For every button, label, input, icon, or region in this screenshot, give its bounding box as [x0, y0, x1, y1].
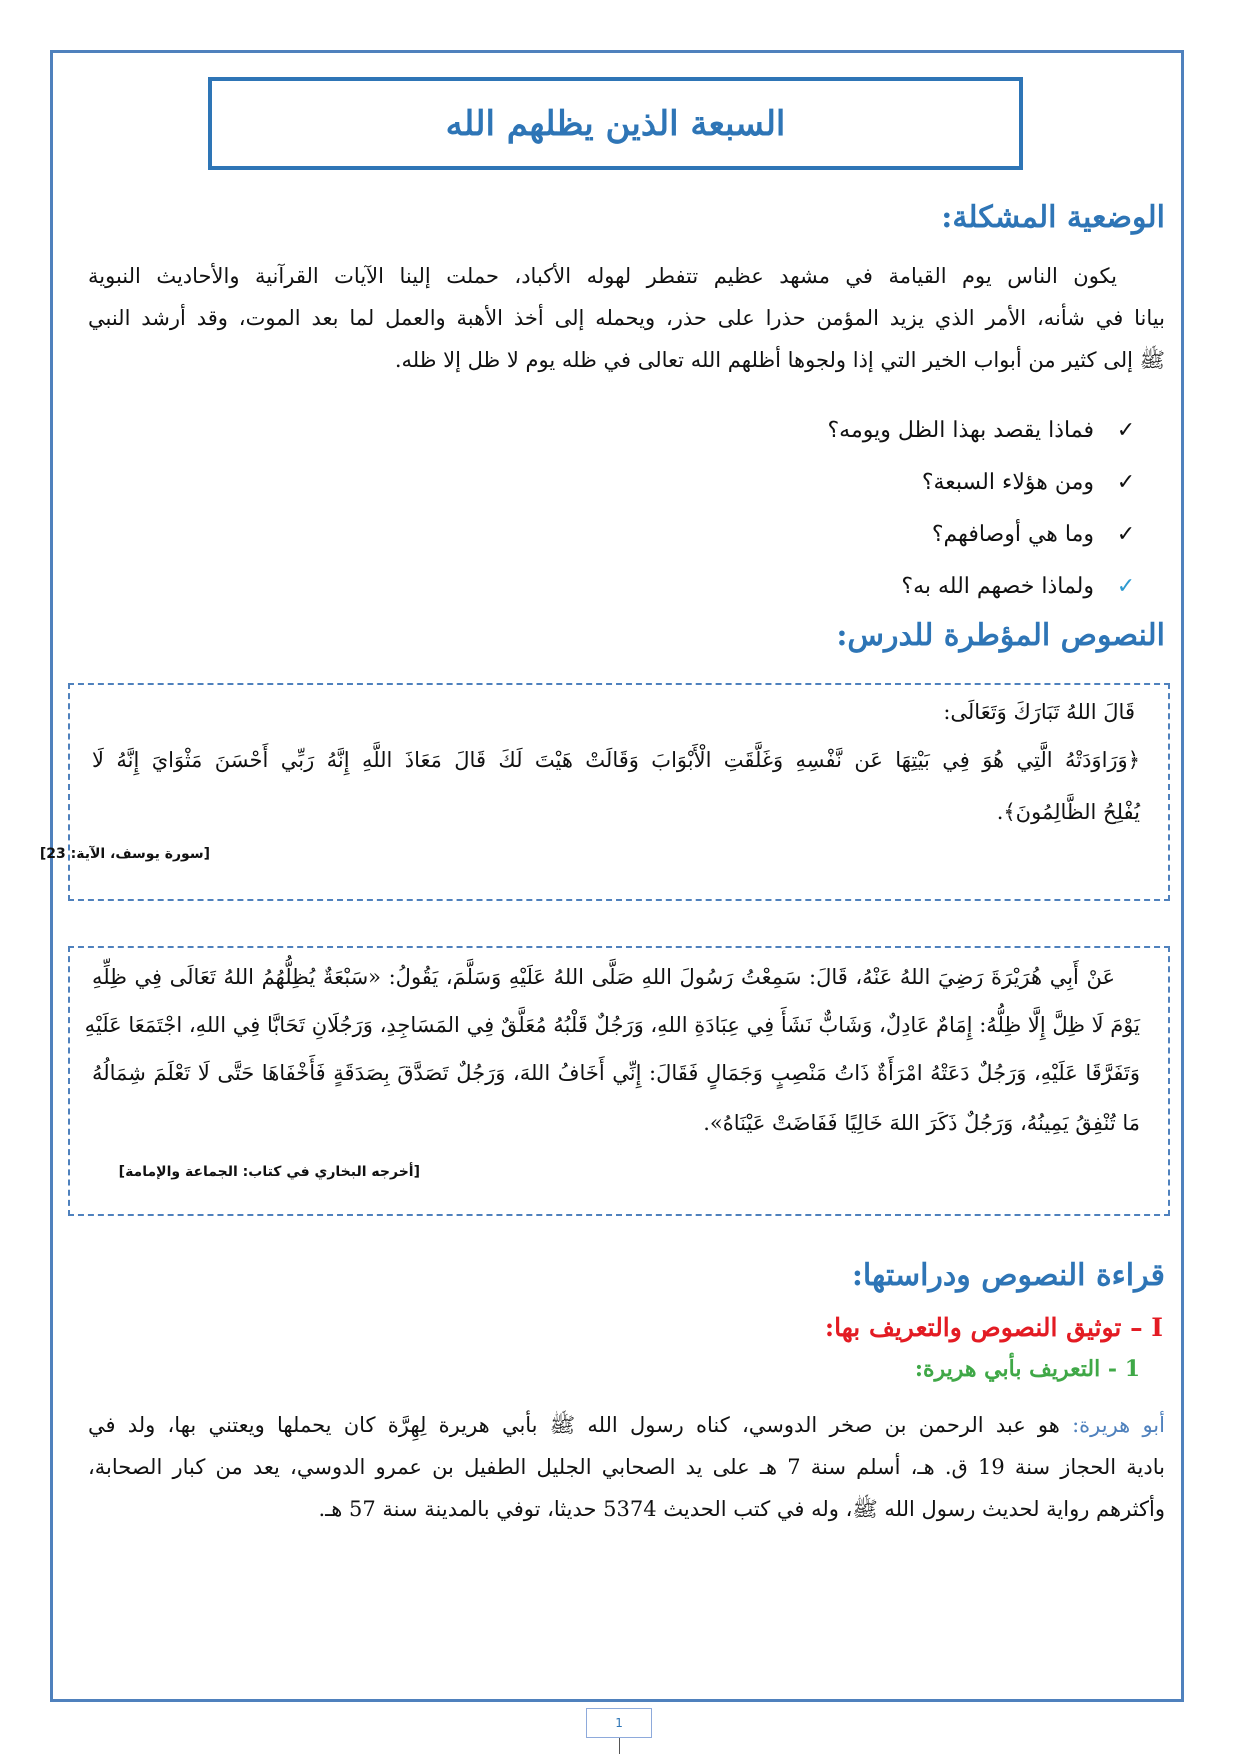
question-text: وما هي أوصافهم؟ — [931, 521, 1094, 547]
question-item — [827, 456, 1140, 508]
problem-heading: الوضعية المشكلة: — [941, 200, 1165, 235]
question-text: ومن هؤلاء السبعة؟ — [921, 469, 1094, 495]
verse-source: [سورة يوسف، الآية: 23] — [39, 846, 210, 862]
problem-paragraph — [88, 255, 1165, 381]
hadith-line: مَا تُنْفِقُ يَمِينُهُ، وَرَجُلٌ ذَكَرَ اللهَ خَالِيًا فَفَاضَتْ عَيْنَاهُ». — [703, 1111, 1140, 1135]
checkmark-icon: ✓ — [1116, 573, 1136, 599]
question-item — [827, 404, 1140, 456]
checkmark-icon: ✓ — [1116, 521, 1136, 547]
reading-heading: قراءة النصوص ودراستها: — [851, 1258, 1165, 1293]
question-item — [827, 560, 1140, 612]
hadith-line: وَتَفَرَّقَا عَلَيْهِ، وَرَجُلٌ دَعَتْهُ امْرَأَةٌ ذَاتُ مَنْصِبٍ وَجَمَالٍ فَقَالَ: إِنِّي أَخَافُ اللهَ، وَرَجُلٌ تَصَدَّقَ بِصَدَقَةٍ فَأَخْفَاهَا حَتَّى لَا تَعْلَمَ شِمَالُهُ — [92, 1061, 1140, 1085]
question-text: فماذا يقصد بهذا الظل ويومه؟ — [827, 417, 1094, 443]
verse-line: يُفْلِحُ الظَّالِمُونَ﴾. — [996, 800, 1140, 824]
hadith-source: [أخرجه البخاري في كتاب: الجماعة والإمامة] — [118, 1164, 420, 1180]
bio-text: هو عبد الرحمن بن صخر الدوسي، كناه رسول الله ﷺ بأبي هريرة لِهِرَّة كان يحملها ويعتني بها، ولد في — [88, 1413, 1060, 1437]
bio-paragraph — [88, 1404, 1165, 1530]
page-title: السبعة الذين يظلهم الله — [445, 103, 786, 144]
page-number-tick — [619, 1738, 620, 1754]
texts-heading: النصوص المؤطرة للدرس: — [836, 618, 1165, 653]
question-text: ولماذا خصهم الله به؟ — [901, 573, 1094, 599]
bio-label: أبو هريرة: — [1072, 1413, 1165, 1437]
question-item — [827, 508, 1140, 560]
hadith-line: عَنْ أَبِي هُرَيْرَةَ رَضِيَ اللهُ عَنْهُ، قَالَ: سَمِعْتُ رَسُولَ اللهِ صَلَّى اللهُ عَلَيْهِ وَسَلَّمَ، يَقُولُ: «سَبْعَةٌ يُظِلُّهُمُ اللهُ تَعَالَى فِي ظِلِّهِ — [92, 965, 1115, 989]
bio-line — [88, 1404, 1165, 1446]
bio-line: وأكثرهم رواية لحديث رسول الله ﷺ، وله في كتب الحديث 5374 حديثا، توفي بالمدينة سنة 57 هـ. — [318, 1497, 1165, 1521]
problem-line: بيانا في شأنه، الأمر الذي يزيد المؤمن حذرا على حذر، ويحمله إلى أخذ الأهبة والعمل لما بعد الموت، وقد أرشد النبي — [88, 306, 1165, 330]
title-box — [208, 77, 1023, 170]
problem-line: ﷺ إلى كثير من أبواب الخير التي إذا ولجوها أظلهم الله تعالى في ظله يوم لا ظل إلا ظله. — [394, 348, 1165, 372]
documentation-subheading: I – توثيق النصوص والتعريف بها: — [824, 1313, 1163, 1342]
bio-line: بادية الحجاز سنة 19 ق. هـ، أسلم سنة 7 هـ على يد الصحابي الجليل الطفيل بن عمرو الدوسي، يعد من كبار الصحابة، — [88, 1455, 1165, 1479]
hadith-line: يَوْمَ لَا ظِلَّ إِلَّا ظِلُّهُ: إِمَامٌ عَادِلٌ، وَشَابٌّ نَشَأَ فِي عِبَادَةِ اللهِ، وَرَجُلٌ قَلْبُهُ مُعَلَّقٌ فِي المَسَاجِدِ، وَرَجُلَانِ تَحَابَّا فِي اللهِ، اجْتَمَعَا عَلَيْهِ — [84, 1013, 1140, 1037]
checkmark-icon: ✓ — [1116, 469, 1136, 495]
questions-list — [827, 404, 1140, 612]
abu-hurairah-subheading: 1 - التعريف بأبي هريرة: — [914, 1356, 1140, 1382]
verse-line: ﴿وَرَاوَدَتْهُ الَّتِي هُوَ فِي بَيْتِهَا عَن نَّفْسِهِ وَغَلَّقَتِ الْأَبْوَابَ وَقَالَتْ هَيْتَ لَكَ قَالَ مَعَاذَ اللَّهِ إِنَّهُ رَبِّي أَحْسَنَ مَثْوَايَ إِنَّهُ لَا — [92, 748, 1140, 772]
checkmark-icon: ✓ — [1116, 417, 1136, 443]
page-number: 1 — [586, 1708, 652, 1738]
problem-line: يكون الناس يوم القيامة في مشهد عظيم تتفطر لهوله الأكباد، حملت إلينا الآيات القرآنية والأحاديث النبوية — [88, 264, 1117, 288]
verse-intro: قَالَ اللهُ تَبَارَكَ وَتَعَالَى: — [943, 700, 1135, 724]
